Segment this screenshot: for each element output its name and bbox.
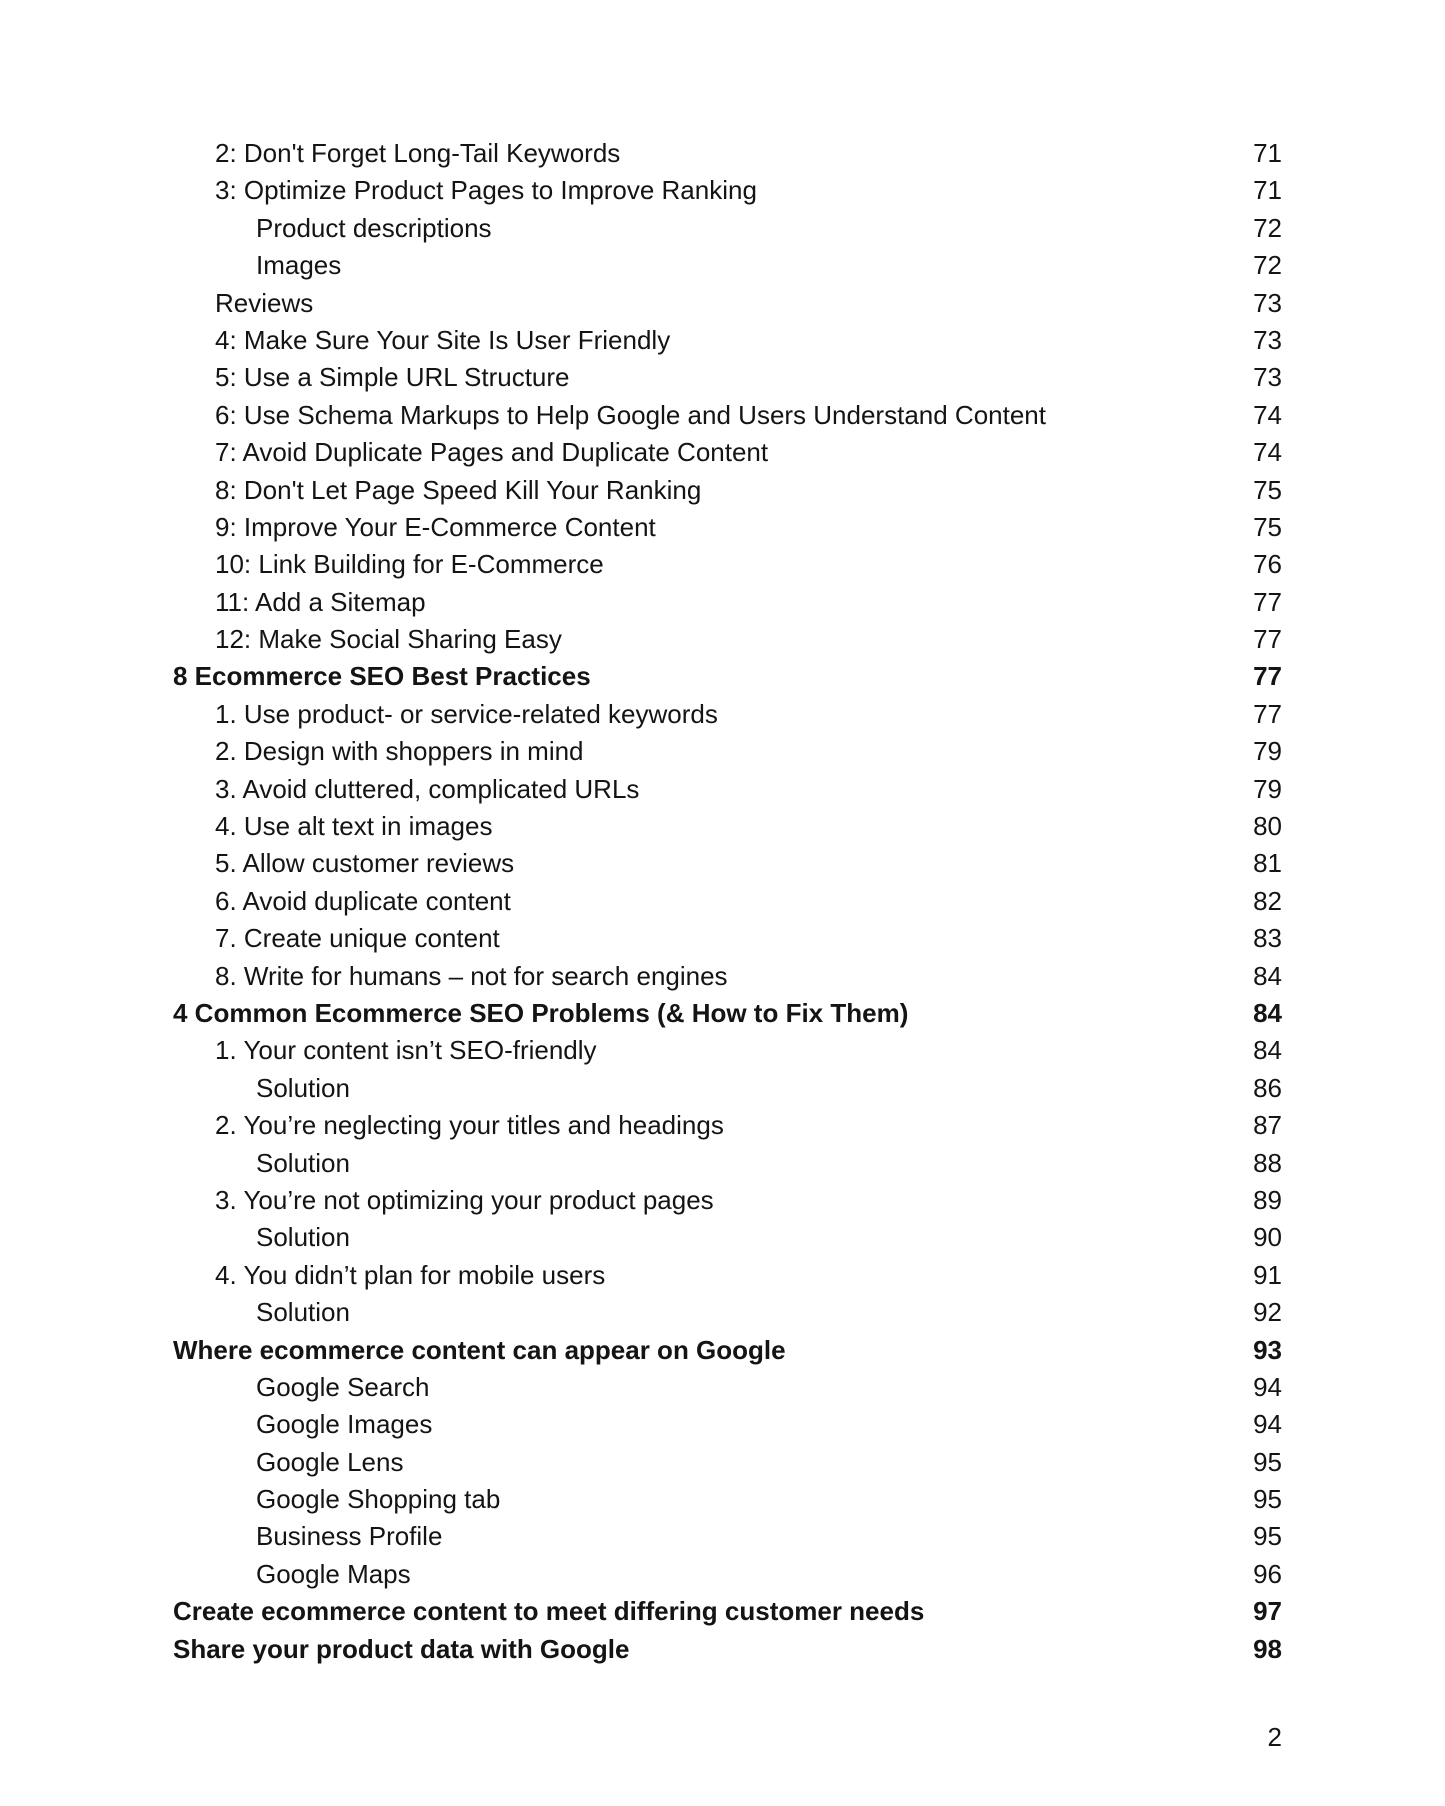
toc-entry-title[interactable]: Solution xyxy=(256,1147,350,1178)
toc-row[interactable] xyxy=(173,1406,1282,1443)
toc-entry-page[interactable]: 75 xyxy=(1253,511,1282,542)
toc-row[interactable] xyxy=(173,1556,1282,1593)
table-of-contents xyxy=(173,135,1282,1668)
toc-entry-page[interactable]: 94 xyxy=(1253,1409,1282,1440)
toc-entry-title[interactable]: Create ecommerce content to meet differing customer needs xyxy=(173,1596,925,1627)
toc-row[interactable] xyxy=(173,1593,1282,1630)
toc-entry-title[interactable]: 8. Write for humans – not for search engines xyxy=(215,960,728,991)
toc-entry-page[interactable]: 95 xyxy=(1253,1446,1282,1477)
toc-entry-title[interactable]: Share your product data with Google xyxy=(173,1633,630,1664)
toc-row[interactable] xyxy=(173,285,1282,322)
toc-row[interactable] xyxy=(173,1294,1282,1331)
toc-row[interactable] xyxy=(173,1631,1282,1668)
toc-entry-page[interactable]: 96 xyxy=(1253,1558,1282,1589)
toc-row[interactable] xyxy=(173,920,1282,957)
toc-row[interactable] xyxy=(173,546,1282,583)
toc-entry-page[interactable]: 82 xyxy=(1253,885,1282,916)
toc-entry-page[interactable]: 79 xyxy=(1253,773,1282,804)
toc-entry-page[interactable]: 71 xyxy=(1253,175,1282,206)
toc-entry-page[interactable]: 72 xyxy=(1253,250,1282,281)
toc-entry-page[interactable]: 89 xyxy=(1253,1184,1282,1215)
toc-row[interactable] xyxy=(173,883,1282,920)
toc-entry-page[interactable]: 84 xyxy=(1253,960,1282,991)
toc-row[interactable] xyxy=(173,995,1282,1032)
toc-entry-page[interactable]: 80 xyxy=(1253,811,1282,842)
toc-entry-page[interactable]: 74 xyxy=(1253,437,1282,468)
toc-row[interactable] xyxy=(173,1444,1282,1481)
toc-row[interactable] xyxy=(173,172,1282,209)
toc-entry-page[interactable]: 72 xyxy=(1253,212,1282,243)
toc-entry-page[interactable]: 95 xyxy=(1253,1484,1282,1515)
toc-entry-title[interactable]: 4. You didn’t plan for mobile users xyxy=(215,1259,606,1290)
toc-row[interactable] xyxy=(173,1107,1282,1144)
toc-entry-title[interactable]: Solution xyxy=(256,1072,350,1103)
toc-row[interactable] xyxy=(173,1070,1282,1107)
toc-row[interactable] xyxy=(173,845,1282,882)
toc-entry-title[interactable]: Solution xyxy=(256,1222,350,1253)
toc-row[interactable] xyxy=(173,210,1282,247)
toc-entry-page[interactable]: 75 xyxy=(1253,474,1282,505)
toc-entry-page[interactable]: 81 xyxy=(1253,848,1282,879)
toc-entry-page[interactable]: 83 xyxy=(1253,923,1282,954)
toc-entry-title[interactable]: 3: Optimize Product Pages to Improve Ranking xyxy=(215,175,757,206)
toc-entry-page[interactable]: 73 xyxy=(1253,324,1282,355)
toc-entry-title[interactable]: 11: Add a Sitemap xyxy=(215,586,426,617)
toc-row[interactable] xyxy=(173,1518,1282,1555)
toc-entry-title[interactable]: Solution xyxy=(256,1297,350,1328)
toc-entry-page[interactable]: 98 xyxy=(1253,1633,1282,1664)
toc-entry-page[interactable]: 97 xyxy=(1253,1596,1282,1627)
toc-entry-page[interactable]: 74 xyxy=(1253,399,1282,430)
toc-row[interactable] xyxy=(173,472,1282,509)
toc-entry-title[interactable]: 3. Avoid cluttered, complicated URLs xyxy=(215,773,640,804)
toc-entry-page[interactable]: 90 xyxy=(1253,1222,1282,1253)
toc-entry-title[interactable]: 9: Improve Your E-Commerce Content xyxy=(215,511,656,542)
toc-entry-title[interactable]: 1. Your content isn’t SEO-friendly xyxy=(215,1035,597,1066)
toc-entry-title[interactable]: Business Profile xyxy=(256,1521,443,1552)
toc-row[interactable] xyxy=(173,1332,1282,1369)
toc-entry-title[interactable]: Google Search xyxy=(256,1371,430,1402)
toc-entry-title[interactable]: 10: Link Building for E-Commerce xyxy=(215,549,604,580)
toc-entry-page[interactable]: 91 xyxy=(1253,1259,1282,1290)
toc-row[interactable] xyxy=(173,434,1282,471)
toc-row[interactable] xyxy=(173,771,1282,808)
toc-entry-page[interactable]: 76 xyxy=(1253,549,1282,580)
toc-entry-title[interactable]: 5: Use a Simple URL Structure xyxy=(215,362,570,393)
toc-row[interactable] xyxy=(173,1369,1282,1406)
toc-entry-title[interactable]: 4: Make Sure Your Site Is User Friendly xyxy=(215,324,671,355)
toc-entry-title[interactable]: 7. Create unique content xyxy=(215,923,500,954)
toc-entry-page[interactable]: 84 xyxy=(1253,997,1282,1028)
toc-entry-title[interactable]: 5. Allow customer reviews xyxy=(215,848,515,879)
toc-row[interactable] xyxy=(173,733,1282,770)
toc-entry-page[interactable]: 79 xyxy=(1253,736,1282,767)
toc-entry-page[interactable]: 88 xyxy=(1253,1147,1282,1178)
toc-entry-title[interactable]: Images xyxy=(256,250,342,281)
toc-row[interactable] xyxy=(173,247,1282,284)
toc-entry-title[interactable]: Reviews xyxy=(215,287,314,318)
toc-entry-page[interactable]: 92 xyxy=(1253,1297,1282,1328)
toc-row[interactable] xyxy=(173,958,1282,995)
toc-entry-title[interactable]: 6: Use Schema Markups to Help Google and Users Understand Content xyxy=(215,399,1046,430)
toc-row[interactable] xyxy=(173,1481,1282,1518)
toc-entry-title[interactable]: 4. Use alt text in images xyxy=(215,811,493,842)
toc-entry-title[interactable]: Google Shopping tab xyxy=(256,1484,501,1515)
toc-row[interactable] xyxy=(173,135,1282,172)
toc-row[interactable] xyxy=(173,1145,1282,1182)
toc-entry-title[interactable]: Product descriptions xyxy=(256,212,492,243)
footer-page-number: 2 xyxy=(1267,1722,1282,1752)
toc-entry-page[interactable]: 71 xyxy=(1253,138,1282,168)
toc-entry-title[interactable]: 1. Use product- or service-related keywords xyxy=(215,698,718,729)
toc-row[interactable] xyxy=(173,621,1282,658)
toc-entry-page[interactable]: 73 xyxy=(1253,287,1282,318)
toc-entry-page[interactable]: 86 xyxy=(1253,1072,1282,1103)
toc-entry-title[interactable]: 7: Avoid Duplicate Pages and Duplicate Content xyxy=(215,437,769,468)
toc-entry-page[interactable]: 73 xyxy=(1253,362,1282,393)
toc-entry-page[interactable]: 95 xyxy=(1253,1521,1282,1552)
toc-entry-page[interactable]: 77 xyxy=(1253,698,1282,729)
toc-row[interactable] xyxy=(173,1257,1282,1294)
toc-entry-title[interactable]: Google Images xyxy=(256,1409,433,1440)
toc-entry-title[interactable]: Google Lens xyxy=(256,1446,404,1477)
toc-entry-title[interactable]: 2: Don't Forget Long-Tail Keywords xyxy=(215,138,621,168)
toc-row[interactable] xyxy=(173,1219,1282,1256)
toc-row[interactable] xyxy=(173,1032,1282,1069)
toc-entry-page[interactable]: 84 xyxy=(1253,1035,1282,1066)
toc-entry-title[interactable]: 6. Avoid duplicate content xyxy=(215,885,511,916)
toc-entry-title[interactable]: 3. You’re not optimizing your product pages xyxy=(215,1184,714,1215)
toc-row[interactable] xyxy=(173,658,1282,695)
toc-entry-page[interactable]: 77 xyxy=(1253,661,1282,692)
toc-row[interactable] xyxy=(173,1182,1282,1219)
toc-entry-title[interactable]: 8: Don't Let Page Speed Kill Your Ranking xyxy=(215,474,702,505)
toc-entry-page[interactable]: 77 xyxy=(1253,586,1282,617)
toc-entry-title[interactable]: 2. Design with shoppers in mind xyxy=(215,736,584,767)
toc-row[interactable] xyxy=(173,509,1282,546)
toc-entry-title[interactable]: 8 Ecommerce SEO Best Practices xyxy=(173,661,591,692)
toc-row[interactable] xyxy=(173,397,1282,434)
toc-row[interactable] xyxy=(173,696,1282,733)
toc-entry-title[interactable]: 12: Make Social Sharing Easy xyxy=(215,624,562,655)
toc-row[interactable] xyxy=(173,322,1282,359)
toc-entry-page[interactable]: 94 xyxy=(1253,1371,1282,1402)
toc-row[interactable] xyxy=(173,808,1282,845)
toc-entry-title[interactable]: 4 Common Ecommerce SEO Problems (& How to Fix Them) xyxy=(173,997,909,1028)
toc-entry-page[interactable]: 87 xyxy=(1253,1110,1282,1141)
toc-entry-page[interactable]: 93 xyxy=(1253,1334,1282,1365)
toc-row[interactable] xyxy=(173,584,1282,621)
toc-entry-page[interactable]: 77 xyxy=(1253,624,1282,655)
toc-row[interactable] xyxy=(173,359,1282,396)
toc-entry-title[interactable]: Where ecommerce content can appear on Google xyxy=(173,1334,786,1365)
toc-entry-title[interactable]: 2. You’re neglecting your titles and headings xyxy=(215,1110,724,1141)
toc-entry-title[interactable]: Google Maps xyxy=(256,1558,411,1589)
